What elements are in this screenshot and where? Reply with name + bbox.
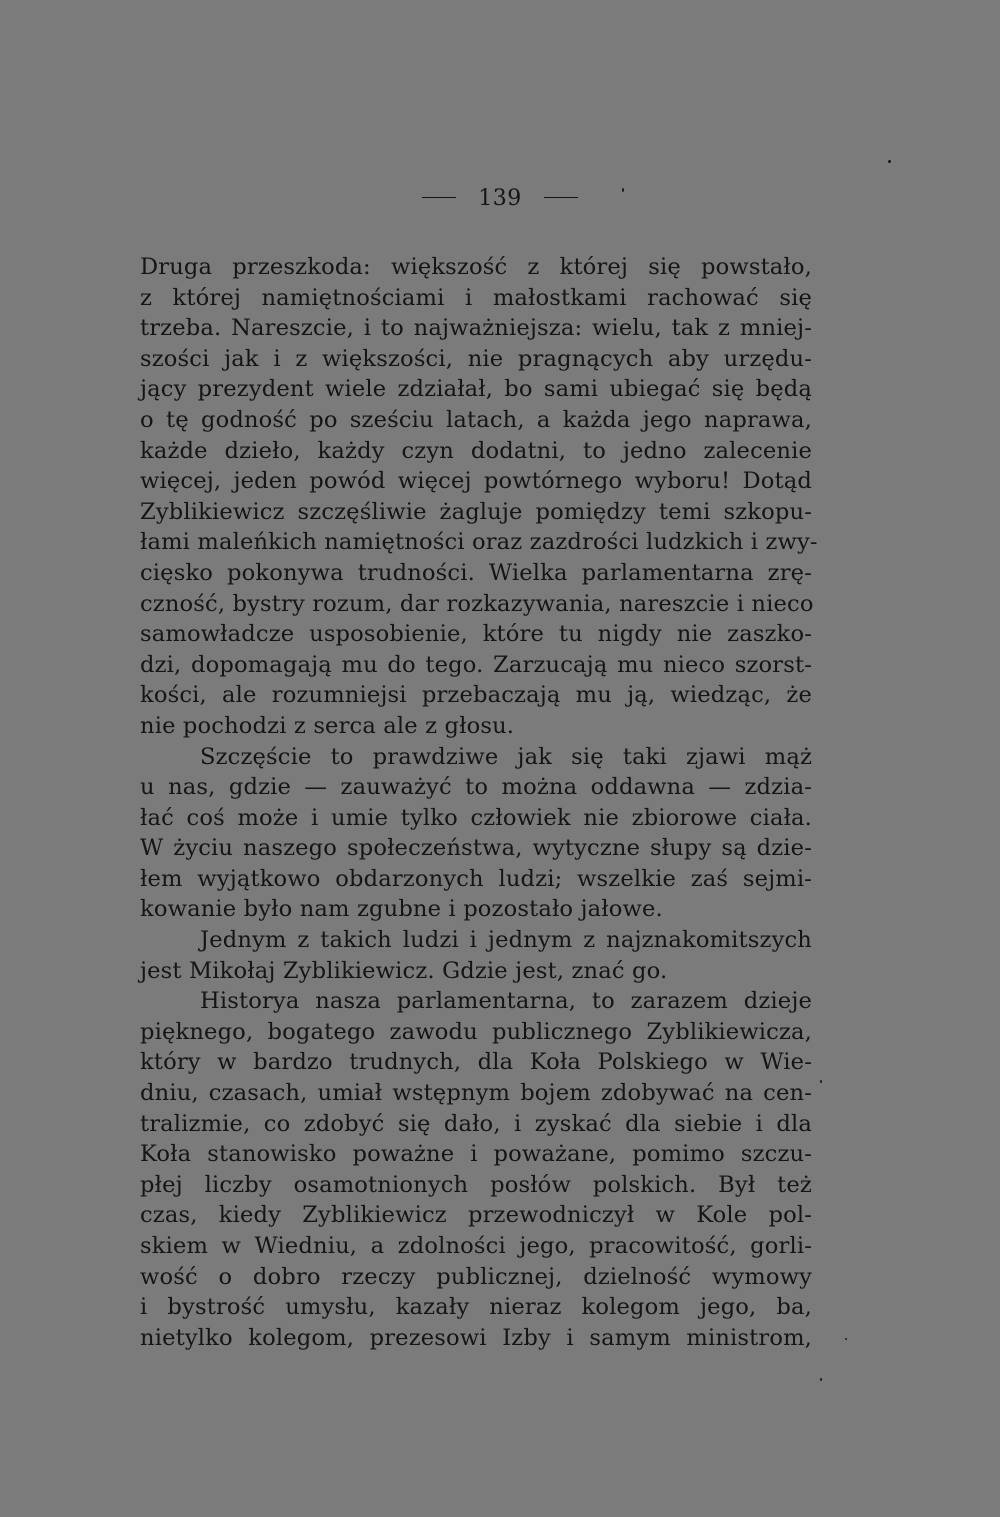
text-line: czas, kiedy Zyblikiewicz przewodniczył w Kole pol-: [140, 1202, 812, 1229]
page-header: [0, 186, 1000, 211]
text-line: W życiu naszego społeczeństwa, wytyczne słupy są dzie-: [140, 835, 812, 862]
text-line: łem wyjątkowo obdarzonych ludzi; wszelkie zaś sejmi-: [140, 865, 812, 892]
text-line: czność, bystry rozum, dar rozkazywania, nareszcie i nieco: [140, 590, 814, 617]
scan-speck: [845, 1338, 847, 1340]
text-line: płej liczby osamotnionych posłów polskich. Był też: [140, 1171, 812, 1198]
text-line: wość o dobro rzeczy publicznej, dzielność wymowy: [140, 1263, 812, 1290]
text-line: każde dzieło, każdy czyn dodatni, to jedno zalecenie: [140, 437, 812, 464]
text-line: jest Mikołaj Zyblikiewicz. Gdzie jest, znać go.: [140, 957, 668, 984]
page-number: 139: [478, 186, 522, 211]
text-line-paragraph-start: Historya nasza parlamentarna, to zarazem dzieje: [200, 988, 812, 1015]
header-dash-right: [544, 197, 578, 198]
scan-speck: [622, 188, 624, 192]
text-line: pięknego, bogatego zawodu publicznego Zyblikiewicza,: [140, 1018, 812, 1045]
text-line: dzi, dopomagają mu do tego. Zarzucają mu nieco szorst-: [140, 651, 812, 678]
text-line: kowanie było nam zgubne i pozostało jałowe.: [140, 896, 663, 923]
page-body-text: [140, 252, 818, 1353]
text-line: nie pochodzi z serca ale z głosu.: [140, 712, 515, 739]
text-line: nietylko kolegom, prezesowi Izby i samym ministrom,: [140, 1324, 812, 1351]
text-line: który w bardzo trudnych, dla Koła Polskiego w Wie-: [140, 1049, 812, 1076]
scan-speck: [820, 1080, 822, 1083]
text-line: trzeba. Nareszcie, i to najważniejsza: wielu, tak z mniej-: [140, 315, 812, 342]
text-line: i bystrość umysłu, kazały nieraz kolegom jego, ba,: [140, 1294, 812, 1321]
text-line: tralizmie, co zdobyć się dało, i zyskać dla siebie i dla: [140, 1110, 812, 1137]
text-line: Druga przeszkoda: większość z której się powstało,: [140, 254, 812, 280]
scan-speck: [888, 160, 891, 163]
header-dash-left: [422, 197, 456, 198]
text-line: Zyblikiewicz szczęśliwie żagluje pomiędzy temi szkopu-: [140, 498, 812, 525]
text-line-paragraph-start: Jednym z takich ludzi i jednym z najznakomitszych: [200, 927, 812, 954]
scan-speck: [820, 1378, 822, 1381]
text-line: więcej, jeden powód więcej powtórnego wyboru! Dotąd: [140, 468, 812, 495]
text-line: łami maleńkich namiętności oraz zazdrości ludzkich i zwy-: [140, 529, 818, 556]
text-line: szości jak i z większości, nie pragnących aby urzędu-: [140, 345, 812, 372]
text-line: u nas, gdzie — zauważyć to można oddawna — zdzia-: [140, 774, 812, 801]
text-line: cięsko pokonywa trudności. Wielka parlamentarna zrę-: [140, 559, 812, 586]
text-line: samowładcze usposobienie, które tu nigdy nie zaszko-: [140, 621, 812, 648]
text-line: z której namiętnościami i małostkami rachować się: [140, 284, 812, 311]
text-line: kości, ale rozumniejsi przebaczają mu ją, wiedząc, że: [140, 682, 812, 709]
text-line: dniu, czasach, umiał wstępnym bojem zdobywać na cen-: [140, 1080, 812, 1107]
text-line: Koła stanowisko poważne i poważane, pomimo szczu-: [140, 1141, 812, 1168]
text-line: o tę godność po sześciu latach, a każda jego naprawa,: [140, 406, 812, 433]
text-line: łać coś może i umie tylko człowiek nie zbiorowe ciała.: [140, 804, 812, 831]
text-line-paragraph-start: Szczęście to prawdziwe jak się taki zjawi mąż: [200, 743, 812, 770]
text-line: jący prezydent wiele zdziałał, bo sami ubiegać się będą: [140, 376, 812, 403]
text-line: skiem w Wiedniu, a zdolności jego, pracowitość, gorli-: [140, 1233, 812, 1259]
